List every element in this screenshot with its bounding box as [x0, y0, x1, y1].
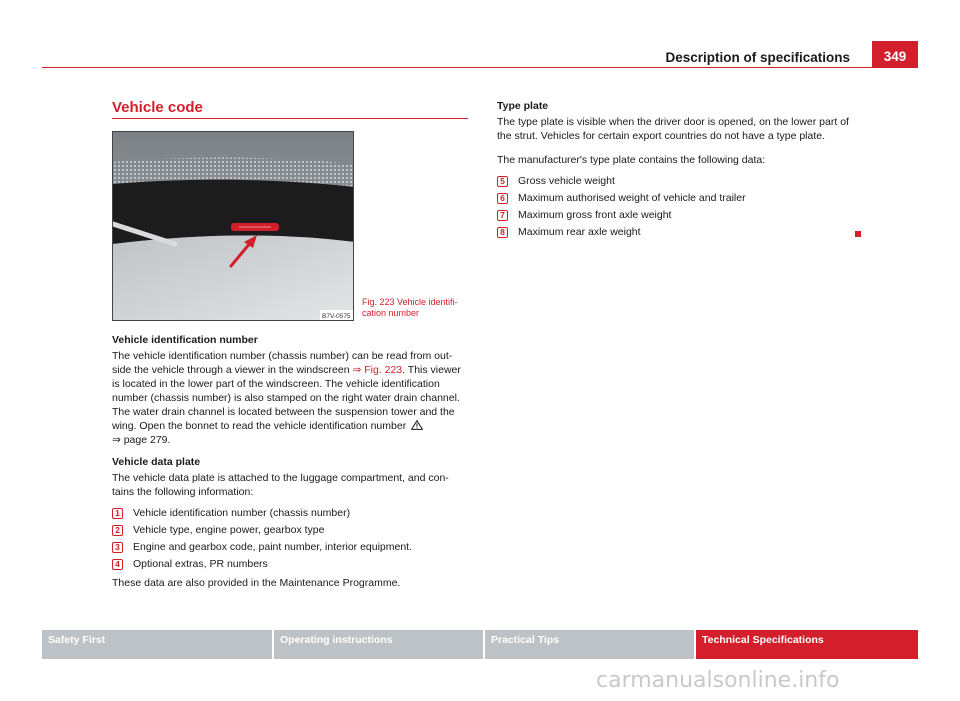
- list-item: [497, 207, 861, 224]
- list-item: [112, 556, 468, 573]
- watermark: carmanualsonline.info: [596, 668, 840, 693]
- closing-paragraph: These data are also provided in the Maintenance Programme.: [112, 577, 401, 589]
- list-item: [112, 505, 468, 522]
- figure-code: B7V-0575: [322, 313, 351, 320]
- plate-paragraph: The vehicle data plate is attached to the luggage compartment, and con-tains the following information:: [112, 472, 449, 498]
- type-plate-paragraph: The type plate is visible when the driver door is opened, on the lower part of the strut. Vehicles for certain export countries do not have a type plate.: [497, 116, 849, 142]
- page-header-title: Description of specifications: [665, 50, 850, 65]
- list-item-text: Engine and gearbox code, paint number, interior equipment.: [133, 541, 413, 553]
- tab-practical-tips[interactable]: Practical Tips: [485, 630, 696, 659]
- list-item-text: Gross vehicle weight: [518, 175, 615, 187]
- list-item: [497, 190, 861, 207]
- list-item: [497, 173, 861, 190]
- left-column: [112, 333, 468, 590]
- plate-heading: Vehicle data plate: [112, 456, 201, 468]
- type-plate-intro: The manufacturer's type plate contains the following data:: [497, 154, 766, 166]
- list-item: [497, 224, 861, 241]
- section-end-marker: [855, 231, 861, 237]
- number-badge: 5: [497, 176, 508, 187]
- section-heading: Vehicle code: [112, 99, 203, 116]
- page-number: 349: [872, 41, 918, 68]
- page-279-link[interactable]: ⇒ page 279.: [112, 434, 171, 446]
- header-rule: [42, 67, 918, 68]
- tab-operating-instructions[interactable]: Operating instructions: [274, 630, 485, 659]
- section-rule: [112, 118, 468, 119]
- number-badge: 1: [112, 508, 123, 519]
- footer-nav: [42, 630, 918, 659]
- list-item-text: Maximum authorised weight of vehicle and trailer: [518, 192, 746, 204]
- list-item-text: Vehicle identification number (chassis number): [133, 507, 351, 519]
- number-badge: 3: [112, 542, 123, 553]
- number-badge: 8: [497, 227, 508, 238]
- list-item: [112, 539, 468, 556]
- fig-223-link[interactable]: ⇒ Fig. 223: [352, 364, 403, 376]
- number-badge: 4: [112, 559, 123, 570]
- number-badge: 6: [497, 193, 508, 204]
- vin-figure: [112, 131, 354, 321]
- vin-heading: Vehicle identification number: [112, 334, 258, 346]
- vin-text-part-2: . This viewer is located in the lower part of the windscreen. The vehicle identification number (chassis number) is also stamped on the right water drain channel. The water drain channel is located between the suspension tower and the wing. Open the bonnet to read the vehicle identification number: [112, 364, 461, 432]
- right-column: [497, 99, 861, 241]
- tab-safety-first[interactable]: Safety First: [42, 630, 274, 659]
- type-plate-list: [497, 173, 861, 241]
- number-badge: 7: [497, 210, 508, 221]
- plate-list: [112, 505, 468, 573]
- number-badge: 2: [112, 525, 123, 536]
- list-item-text: Maximum gross front axle weight: [518, 209, 672, 221]
- list-item: [112, 522, 468, 539]
- list-item-text: Vehicle type, engine power, gearbox type: [133, 524, 325, 536]
- list-item-text: Optional extras, PR numbers: [133, 558, 268, 570]
- windscreen-illustration: [113, 132, 354, 321]
- list-item-text: Maximum rear axle weight: [518, 226, 641, 238]
- figure-caption: Fig. 223 Vehicle identifi-cation number: [362, 297, 458, 318]
- warning-icon: [411, 420, 423, 430]
- type-plate-heading: Type plate: [497, 100, 549, 112]
- vin-paragraph: [112, 349, 468, 447]
- tab-technical-specifications[interactable]: Technical Specifications: [696, 630, 918, 659]
- vin-text-part-1: The vehicle identification number (chassis number) can be read from out-side the vehicle through a viewer in the windscreen: [112, 350, 453, 376]
